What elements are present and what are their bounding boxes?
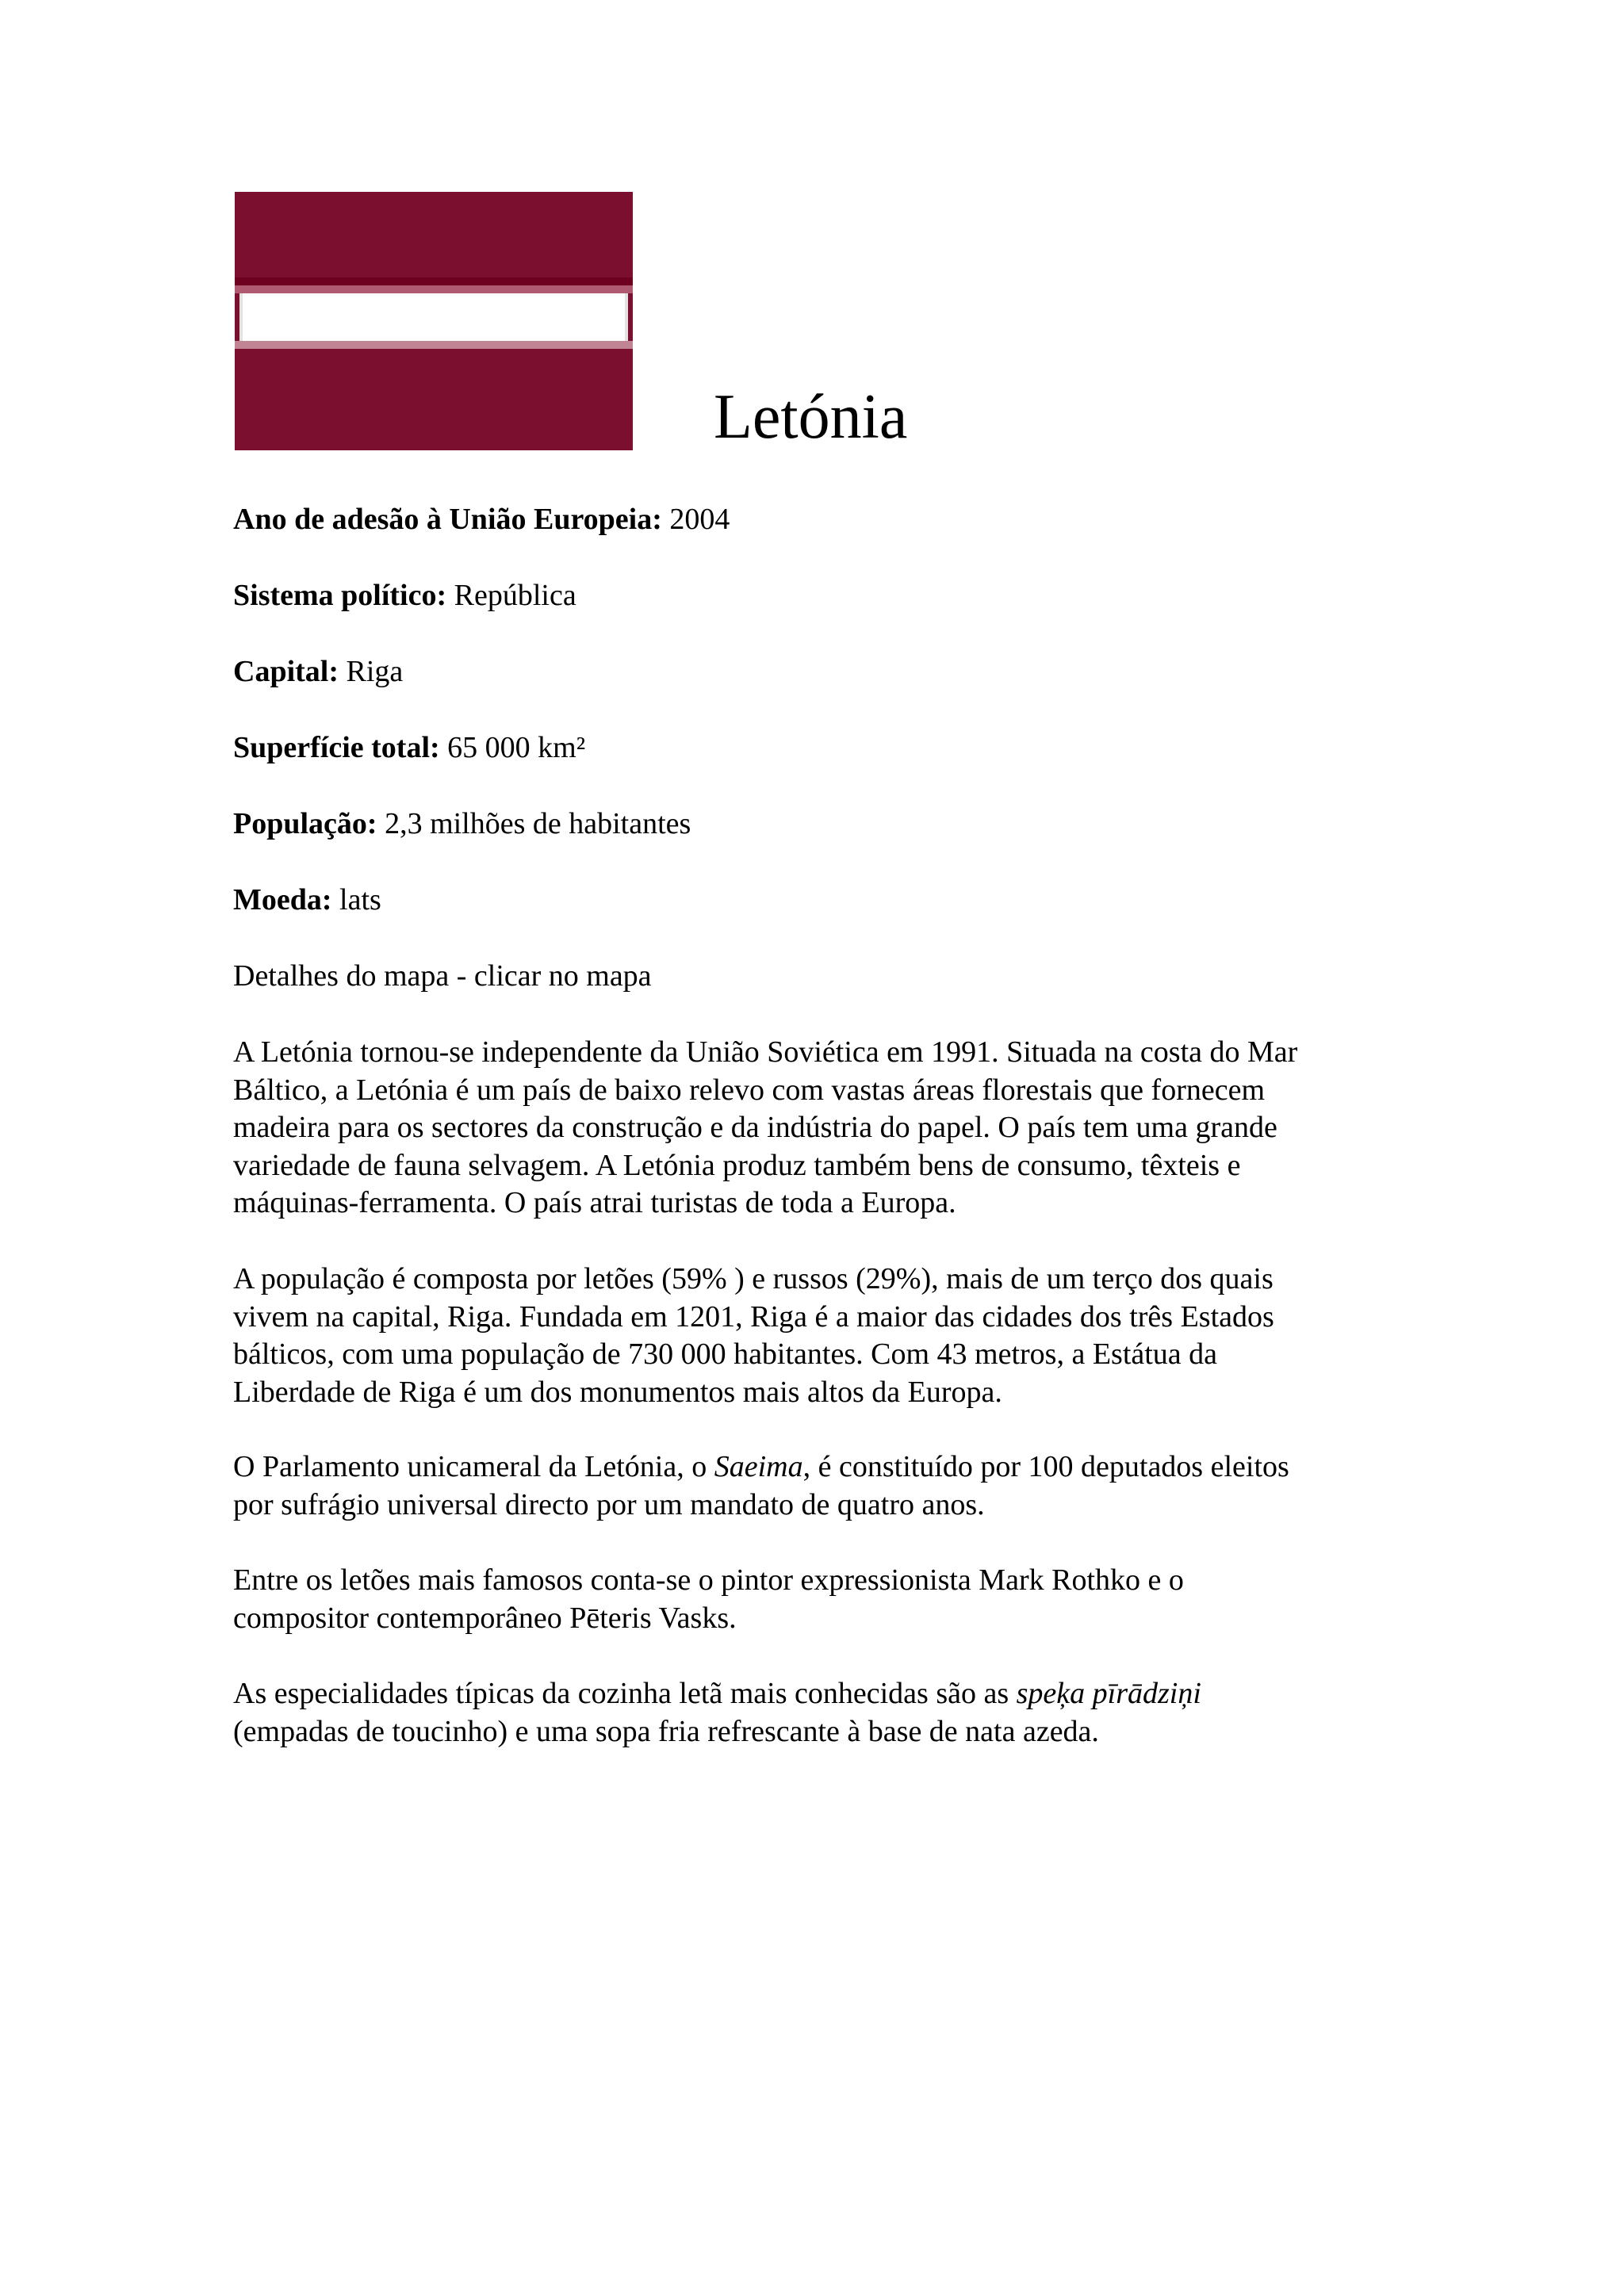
fact-value: República bbox=[454, 579, 576, 612]
paragraph-parliament bbox=[233, 1448, 1407, 1524]
paragraph-history bbox=[233, 1034, 1407, 1223]
text-line: madeira para os sectores da construção e da indústria do papel. O país tem uma grande bbox=[233, 1111, 1277, 1144]
text-line: A Letónia tornou-se independente da União Soviética em 1991. Situada na costa do Mar bbox=[233, 1035, 1298, 1069]
fact-total-area bbox=[233, 729, 1399, 766]
text-line: Liberdade de Riga é um dos monumentos mais altos da Europa. bbox=[233, 1375, 1002, 1409]
italic-term: speķa pīrādziņi bbox=[1016, 1677, 1201, 1710]
text-line: máquinas-ferramenta. O país atrai turistas de toda a Europa. bbox=[233, 1186, 956, 1219]
text-line: Entre os letões mais famosos conta-se o pintor expressionista Mark Rothko e o bbox=[233, 1563, 1184, 1597]
text-line: vivem na capital, Riga. Fundada em 1201, Riga é a maior das cidades dos três Estados bbox=[233, 1299, 1274, 1334]
paragraph-cuisine bbox=[233, 1675, 1407, 1751]
italic-term: Saeima bbox=[714, 1450, 803, 1483]
text-line: Báltico, a Letónia é um país de baixo relevo com vastas áreas florestais que fornecem bbox=[233, 1073, 1265, 1107]
fact-value: lats bbox=[339, 883, 381, 916]
map-details-link[interactable]: Detalhes do mapa - clicar no mapa bbox=[233, 959, 652, 993]
fact-label: Sistema político: bbox=[233, 579, 447, 612]
fact-value: 2004 bbox=[669, 503, 730, 536]
fact-value: Riga bbox=[346, 655, 404, 688]
flag-stripe-edge-bottom bbox=[235, 341, 633, 349]
text-line bbox=[233, 1448, 1407, 1487]
text-line: (empadas de toucinho) e uma sopa fria refrescante à base de nata azeda. bbox=[233, 1714, 1099, 1748]
flag-white-stripe bbox=[239, 293, 628, 341]
fact-currency bbox=[233, 882, 1399, 918]
page-title: Letónia bbox=[714, 382, 908, 452]
fact-accession-year bbox=[233, 501, 1399, 538]
text-segment: As especialidades típicas da cozinha letã mais conhecidas são as bbox=[233, 1677, 1017, 1710]
fact-label: Superfície total: bbox=[233, 731, 440, 764]
fact-capital bbox=[233, 653, 1399, 690]
text-line: por sufrágio universal directo por um mandato de quatro anos. bbox=[233, 1487, 985, 1521]
flag-stripe-shadow bbox=[235, 277, 633, 285]
fact-label: Ano de adesão à União Europeia: bbox=[233, 503, 662, 536]
paragraph-famous-people bbox=[233, 1562, 1407, 1637]
fact-population bbox=[233, 806, 1399, 842]
text-line: A população é composta por letões (59% ) e russos (29%), mais de um terço dos quais bbox=[233, 1262, 1274, 1295]
fact-label: Capital: bbox=[233, 655, 339, 688]
fact-label: Moeda: bbox=[233, 883, 332, 916]
fact-value: 65 000 km² bbox=[447, 731, 586, 764]
text-line: bálticos, com uma população de 730 000 habitantes. Com 43 metros, a Estátua da bbox=[233, 1337, 1218, 1371]
paragraph-population bbox=[233, 1261, 1407, 1411]
text-line: variedade de fauna selvagem. A Letónia produz também bens de consumo, têxteis e bbox=[233, 1148, 1241, 1182]
text-line bbox=[233, 1675, 1407, 1713]
latvia-flag-image bbox=[235, 192, 633, 450]
fact-label: População: bbox=[233, 807, 377, 840]
fact-value: 2,3 milhões de habitantes bbox=[385, 807, 691, 840]
flag-stripe-edge-top bbox=[235, 285, 633, 293]
text-segment: O Parlamento unicameral da Letónia, o bbox=[233, 1450, 714, 1483]
text-segment: , é constituído por 100 deputados eleitos bbox=[802, 1450, 1289, 1483]
fact-political-system bbox=[233, 577, 1399, 614]
text-line: compositor contemporâneo Pēteris Vasks. bbox=[233, 1601, 737, 1635]
